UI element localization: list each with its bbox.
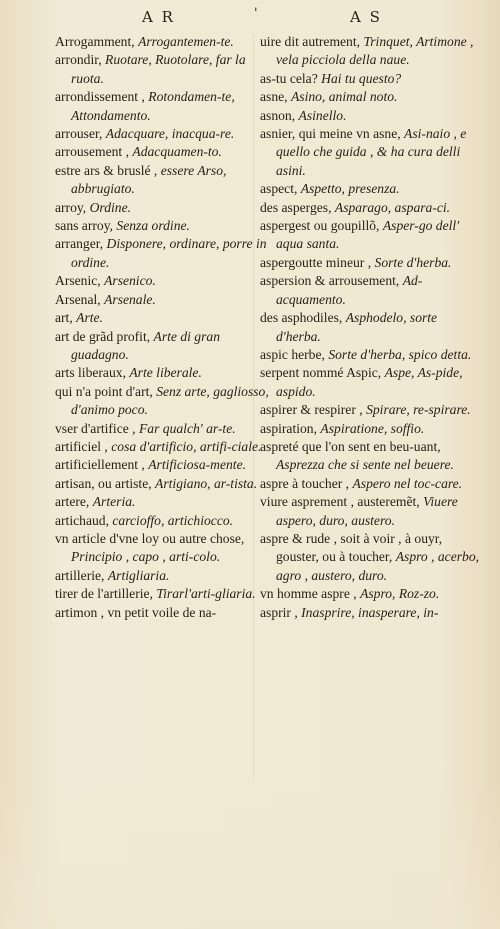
entry-french: asnier, qui meine vn asne,	[260, 126, 401, 142]
dictionary-entry	[260, 364, 480, 401]
entry-italian: Inasprire, inasperare, in-	[301, 604, 439, 620]
dictionary-entry	[260, 346, 480, 364]
entry-french: artificiellement ,	[55, 457, 145, 473]
entry-italian: Arte liberale.	[129, 365, 202, 381]
dictionary-entry	[55, 235, 270, 272]
entry-french: arrondissement ,	[55, 89, 145, 105]
entry-italian: Spirare, re-spirare.	[366, 402, 471, 418]
entry-french: des asperges,	[260, 199, 332, 215]
entry-italian: Arrogantemen-te.	[138, 34, 234, 49]
dictionary-entry	[55, 512, 270, 530]
entry-french: asne,	[260, 89, 288, 105]
entry-french: vser d'artifice ,	[55, 420, 136, 436]
entry-french: art de grãd profit,	[55, 328, 151, 344]
dictionary-entry	[55, 475, 270, 493]
dictionary-entry	[260, 272, 480, 309]
entry-italian: Sorte d'herba, spico detta.	[328, 346, 472, 362]
entry-french: as-tu cela?	[260, 70, 318, 86]
entry-italian: Aspetto, presenza.	[300, 181, 400, 197]
dictionary-entry	[55, 604, 270, 622]
entry-italian: Aspe, As-pide, aspido.	[276, 365, 463, 399]
entry-italian: Hai tu questo?	[321, 70, 402, 86]
dictionary-entry	[55, 199, 270, 217]
entry-french: des asphodiles,	[260, 310, 343, 326]
entry-french: Arsenal,	[55, 291, 101, 307]
entry-italian: Trinquet, Artimone , vela picciola della naue.	[276, 34, 474, 68]
entry-italian: Principio , capo , arti-colo.	[71, 549, 221, 565]
entry-french: qui n'a point d'art,	[55, 383, 153, 399]
entry-french: arrousement ,	[55, 144, 129, 160]
entry-italian: Asprezza che si sente nel beuere.	[276, 457, 454, 473]
entry-italian: Artigiano, ar-tista.	[155, 475, 258, 491]
entry-french: asnon,	[260, 107, 296, 123]
dictionary-entry	[260, 530, 480, 585]
entry-french: aspreté que l'on sent en beu-uant,	[260, 438, 441, 454]
entry-italian: Arte.	[76, 310, 103, 326]
dictionary-entry	[55, 383, 270, 420]
entry-french: tirer de l'artillerie,	[55, 586, 153, 602]
dictionary-entry	[55, 33, 270, 51]
entry-italian: Artigliaria.	[107, 567, 170, 583]
dictionary-entry	[55, 456, 270, 474]
entry-italian: Aspro, Roz-zo.	[360, 586, 440, 602]
dictionary-entry	[260, 420, 480, 438]
dictionary-entry	[55, 493, 270, 511]
entry-french: arroy,	[55, 199, 87, 215]
dictionary-entry	[55, 143, 270, 161]
entry-french: aspect,	[260, 181, 298, 197]
dictionary-entry	[260, 309, 480, 346]
running-header	[0, 6, 500, 28]
entry-french: art,	[55, 310, 73, 326]
dictionary-entry	[55, 328, 270, 365]
dictionary-entry	[260, 401, 480, 419]
entry-french: viure asprement , austeremẽt,	[260, 494, 420, 510]
dictionary-entry	[260, 438, 480, 475]
entry-italian: cosa d'artificio, artifi-ciale.	[111, 438, 262, 454]
dictionary-entry	[55, 162, 270, 199]
header-right: A S	[350, 8, 382, 26]
dictionary-entry	[55, 567, 270, 585]
entry-french: Arsenic,	[55, 273, 101, 289]
entry-french: aspergest ou goupillõ,	[260, 218, 380, 234]
entry-french: arrouser,	[55, 126, 103, 142]
dictionary-entry	[260, 33, 480, 70]
dictionary-entry	[260, 180, 480, 198]
entry-french: aspirer & respirer ,	[260, 402, 363, 418]
entry-french: artere,	[55, 494, 90, 510]
dictionary-entry	[55, 530, 270, 567]
entry-french: Arrogamment,	[55, 34, 135, 49]
entry-italian: Rotondamen-te, Attondamento.	[71, 89, 235, 123]
entry-italian: Asino, animal noto.	[290, 89, 398, 105]
dictionary-entry	[55, 125, 270, 143]
dictionary-entry	[55, 420, 270, 438]
dictionary-entry	[260, 125, 480, 180]
entry-french: aspre & rude , soit à voir , à ouyr, gouster, ou à toucher,	[260, 530, 443, 565]
dictionary-entry	[55, 217, 270, 235]
dictionary-entry	[55, 364, 270, 382]
entry-italian: Asper-go dell' aqua santa.	[276, 218, 460, 252]
dictionary-entry	[260, 254, 480, 272]
dictionary-entry	[55, 272, 270, 290]
entry-italian: Viuere aspero, duro, austero.	[276, 494, 458, 528]
dictionary-entry	[260, 70, 480, 88]
right-column	[260, 33, 480, 622]
entry-italian: Arsenico.	[104, 273, 156, 289]
entry-french: artificiel ,	[55, 438, 108, 454]
entry-italian: Aspiratione, soffio.	[320, 420, 425, 436]
dictionary-entry	[260, 107, 480, 125]
entry-italian: Ruotare, Ruotolare, far la ruota.	[71, 52, 246, 86]
entry-french: aspic herbe,	[260, 346, 325, 362]
entry-italian: Ordine.	[89, 199, 132, 215]
left-column	[55, 33, 270, 622]
entry-italian: Senza ordine.	[116, 218, 190, 234]
entry-french: artisan, ou artiste,	[55, 475, 152, 491]
entry-italian: Far qualch' ar-te.	[138, 420, 236, 436]
entry-french: sans arroy,	[55, 218, 114, 234]
dictionary-entry	[55, 585, 270, 603]
dictionary-entry	[55, 309, 270, 327]
entry-french: estre ars & bruslé ,	[55, 162, 158, 178]
entry-italian: Disponere, ordinare, porre in ordine.	[71, 236, 267, 270]
entry-italian: Ad-acquamento.	[276, 273, 423, 307]
entry-french: arranger,	[55, 236, 104, 252]
dictionary-entry	[260, 217, 480, 254]
entry-italian: Arteria.	[92, 494, 136, 510]
entry-italian: Tirarl'arti-gliaria.	[156, 586, 256, 602]
dictionary-entry	[260, 604, 480, 622]
entry-french: artillerie,	[55, 567, 105, 583]
entry-french: serpent nommé Aspic,	[260, 365, 382, 381]
dictionary-entry	[260, 199, 480, 217]
dictionary-entry	[55, 291, 270, 309]
entry-french: arts liberaux,	[55, 365, 126, 381]
dictionary-entry	[55, 88, 270, 125]
dictionary-entry	[55, 51, 270, 88]
entry-italian: Asparago, aspara-ci.	[334, 199, 451, 215]
dictionary-entry	[260, 493, 480, 530]
entry-italian: Adacquamen-to.	[132, 144, 222, 160]
entry-italian: Senz arte, gagliosso, d'animo poco.	[71, 383, 269, 418]
header-mark: '	[254, 6, 260, 21]
dictionary-entry	[260, 88, 480, 106]
entry-french: artichaud,	[55, 512, 109, 528]
entry-italian: Arsenale.	[104, 291, 156, 307]
entry-italian: Asinello.	[298, 107, 347, 123]
entry-french: aspersion & arrousement,	[260, 273, 400, 289]
entry-italian: Arte di gran guadagno.	[71, 328, 220, 362]
entry-french: vn homme aspre ,	[260, 586, 357, 602]
dictionary-entry	[55, 438, 270, 456]
entry-italian: Asphodelo, sorte d'herba.	[276, 310, 438, 344]
entry-italian: essere Arso, abbrugiato.	[71, 162, 227, 197]
header-left: A R	[142, 8, 175, 26]
entry-french: aspiration,	[260, 420, 318, 436]
entry-french: uire dit autrement,	[260, 34, 361, 49]
entry-italian: carcioffo, artichiocco.	[112, 512, 234, 528]
dictionary-entry	[260, 475, 480, 493]
entry-italian: Asi-naio , e quello che guida , & ha cura delli asini.	[276, 126, 467, 178]
entry-french: artimon , vn petit voile de na-	[55, 604, 217, 620]
entry-french: asprir ,	[260, 604, 298, 620]
entry-italian: Artificiosa-mente.	[148, 457, 247, 473]
entry-italian: Aspero nel toc-care.	[352, 475, 463, 491]
dictionary-entry	[260, 585, 480, 603]
entry-italian: Adacquare, inacqua-re.	[105, 126, 235, 142]
entry-french: aspergoutte mineur ,	[260, 254, 372, 270]
entry-french: aspre à toucher ,	[260, 475, 350, 491]
entry-italian: Aspro , acerbo, agro , austero, duro.	[276, 549, 480, 583]
entry-french: vn article d'vne loy ou autre chose,	[55, 530, 245, 546]
entry-italian: Sorte d'herba.	[374, 254, 452, 270]
entry-french: arrondir,	[55, 52, 102, 68]
